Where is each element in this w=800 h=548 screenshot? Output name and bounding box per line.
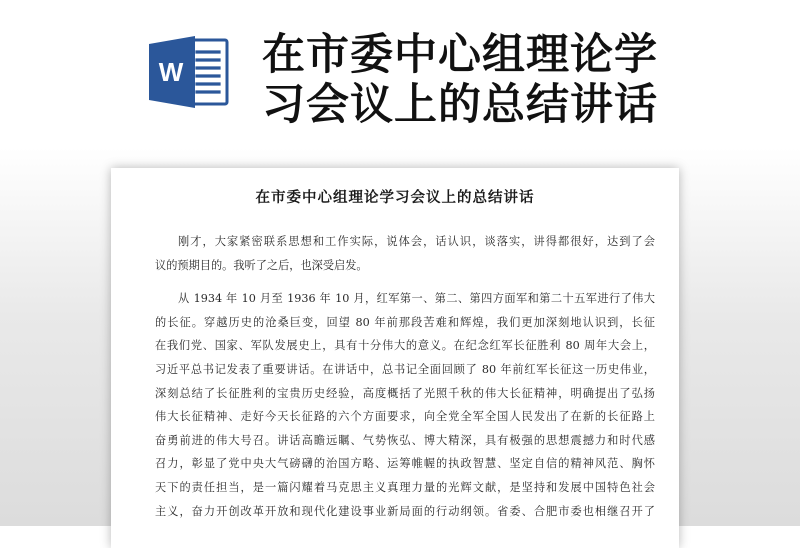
paragraph-line: 伟大长征精神、走好今天长征路的六个方面要求，向全党全军全国人民发出了在新的长征路上 (155, 410, 655, 424)
paragraph-line: 天下的责任担当，是一篇闪耀着马克思主义真理力量的光辉文献，是坚持和发展中国特色社会 (155, 480, 655, 494)
paragraph-line: 刚才，大家紧密联系思想和工作实际，说体会，话认识，谈落实，讲得都很好，达到了会 (178, 235, 655, 248)
paragraph-line: 深刻总结了长征胜利的宝贵历史经验，高度概括了光照千秋的伟大长征精神，明确提出了弘扬 (155, 386, 655, 400)
word-icon-letter: W (158, 57, 184, 87)
paragraph (155, 230, 655, 277)
paragraph-line: 从 1934 年 10 月至 1936 年 10 月，红军第一、第二、第四方面军和第二十五军进行了伟大 (178, 292, 655, 306)
paragraph-line: 议的预期目的。我听了之后，也深受启发。 (155, 258, 368, 272)
paragraph-line: 的长征。穿越历史的沧桑巨变，回望 80 年前那段苦难和辉煌，我们更加深刻地认识到，长征 (155, 315, 655, 329)
paragraph-line: 奋勇前进的伟大号召。讲话高瞻远瞩、气势恢弘、博大精深，具有极强的思想震撼力和时代感 (155, 433, 655, 447)
paragraph-line: 召力，彰显了党中央大气磅礴的治国方略、运筹帷幄的执政智慧、坚定自信的精神风范、胸怀 (155, 457, 655, 471)
header-title-line-1: 在市委中心组理论学 (262, 30, 658, 80)
header-title (262, 30, 742, 130)
paragraph-line: 在我们党、国家、军队发展史上，具有十分伟大的意义。在纪念红军长征胜利 80 周年大会上， (155, 339, 655, 353)
paragraph (155, 287, 655, 523)
document-page (111, 168, 679, 548)
paragraph-line: 主义，奋力开创改革开放和现代化建设事业新局面的行动纲领。省委、合肥市委也相继召开了 (155, 504, 655, 518)
document-body (155, 230, 655, 533)
document-title: 在市委中心组理论学习会议上的总结讲话 (255, 189, 535, 206)
word-icon (147, 30, 231, 114)
paragraph-line: 习近平总书记发表了重要讲话。在讲话中，总书记全面回顾了 80 年前红军长征这一历史伟业， (155, 362, 655, 376)
header-title-line-2: 习会议上的总结讲话 (262, 80, 658, 130)
